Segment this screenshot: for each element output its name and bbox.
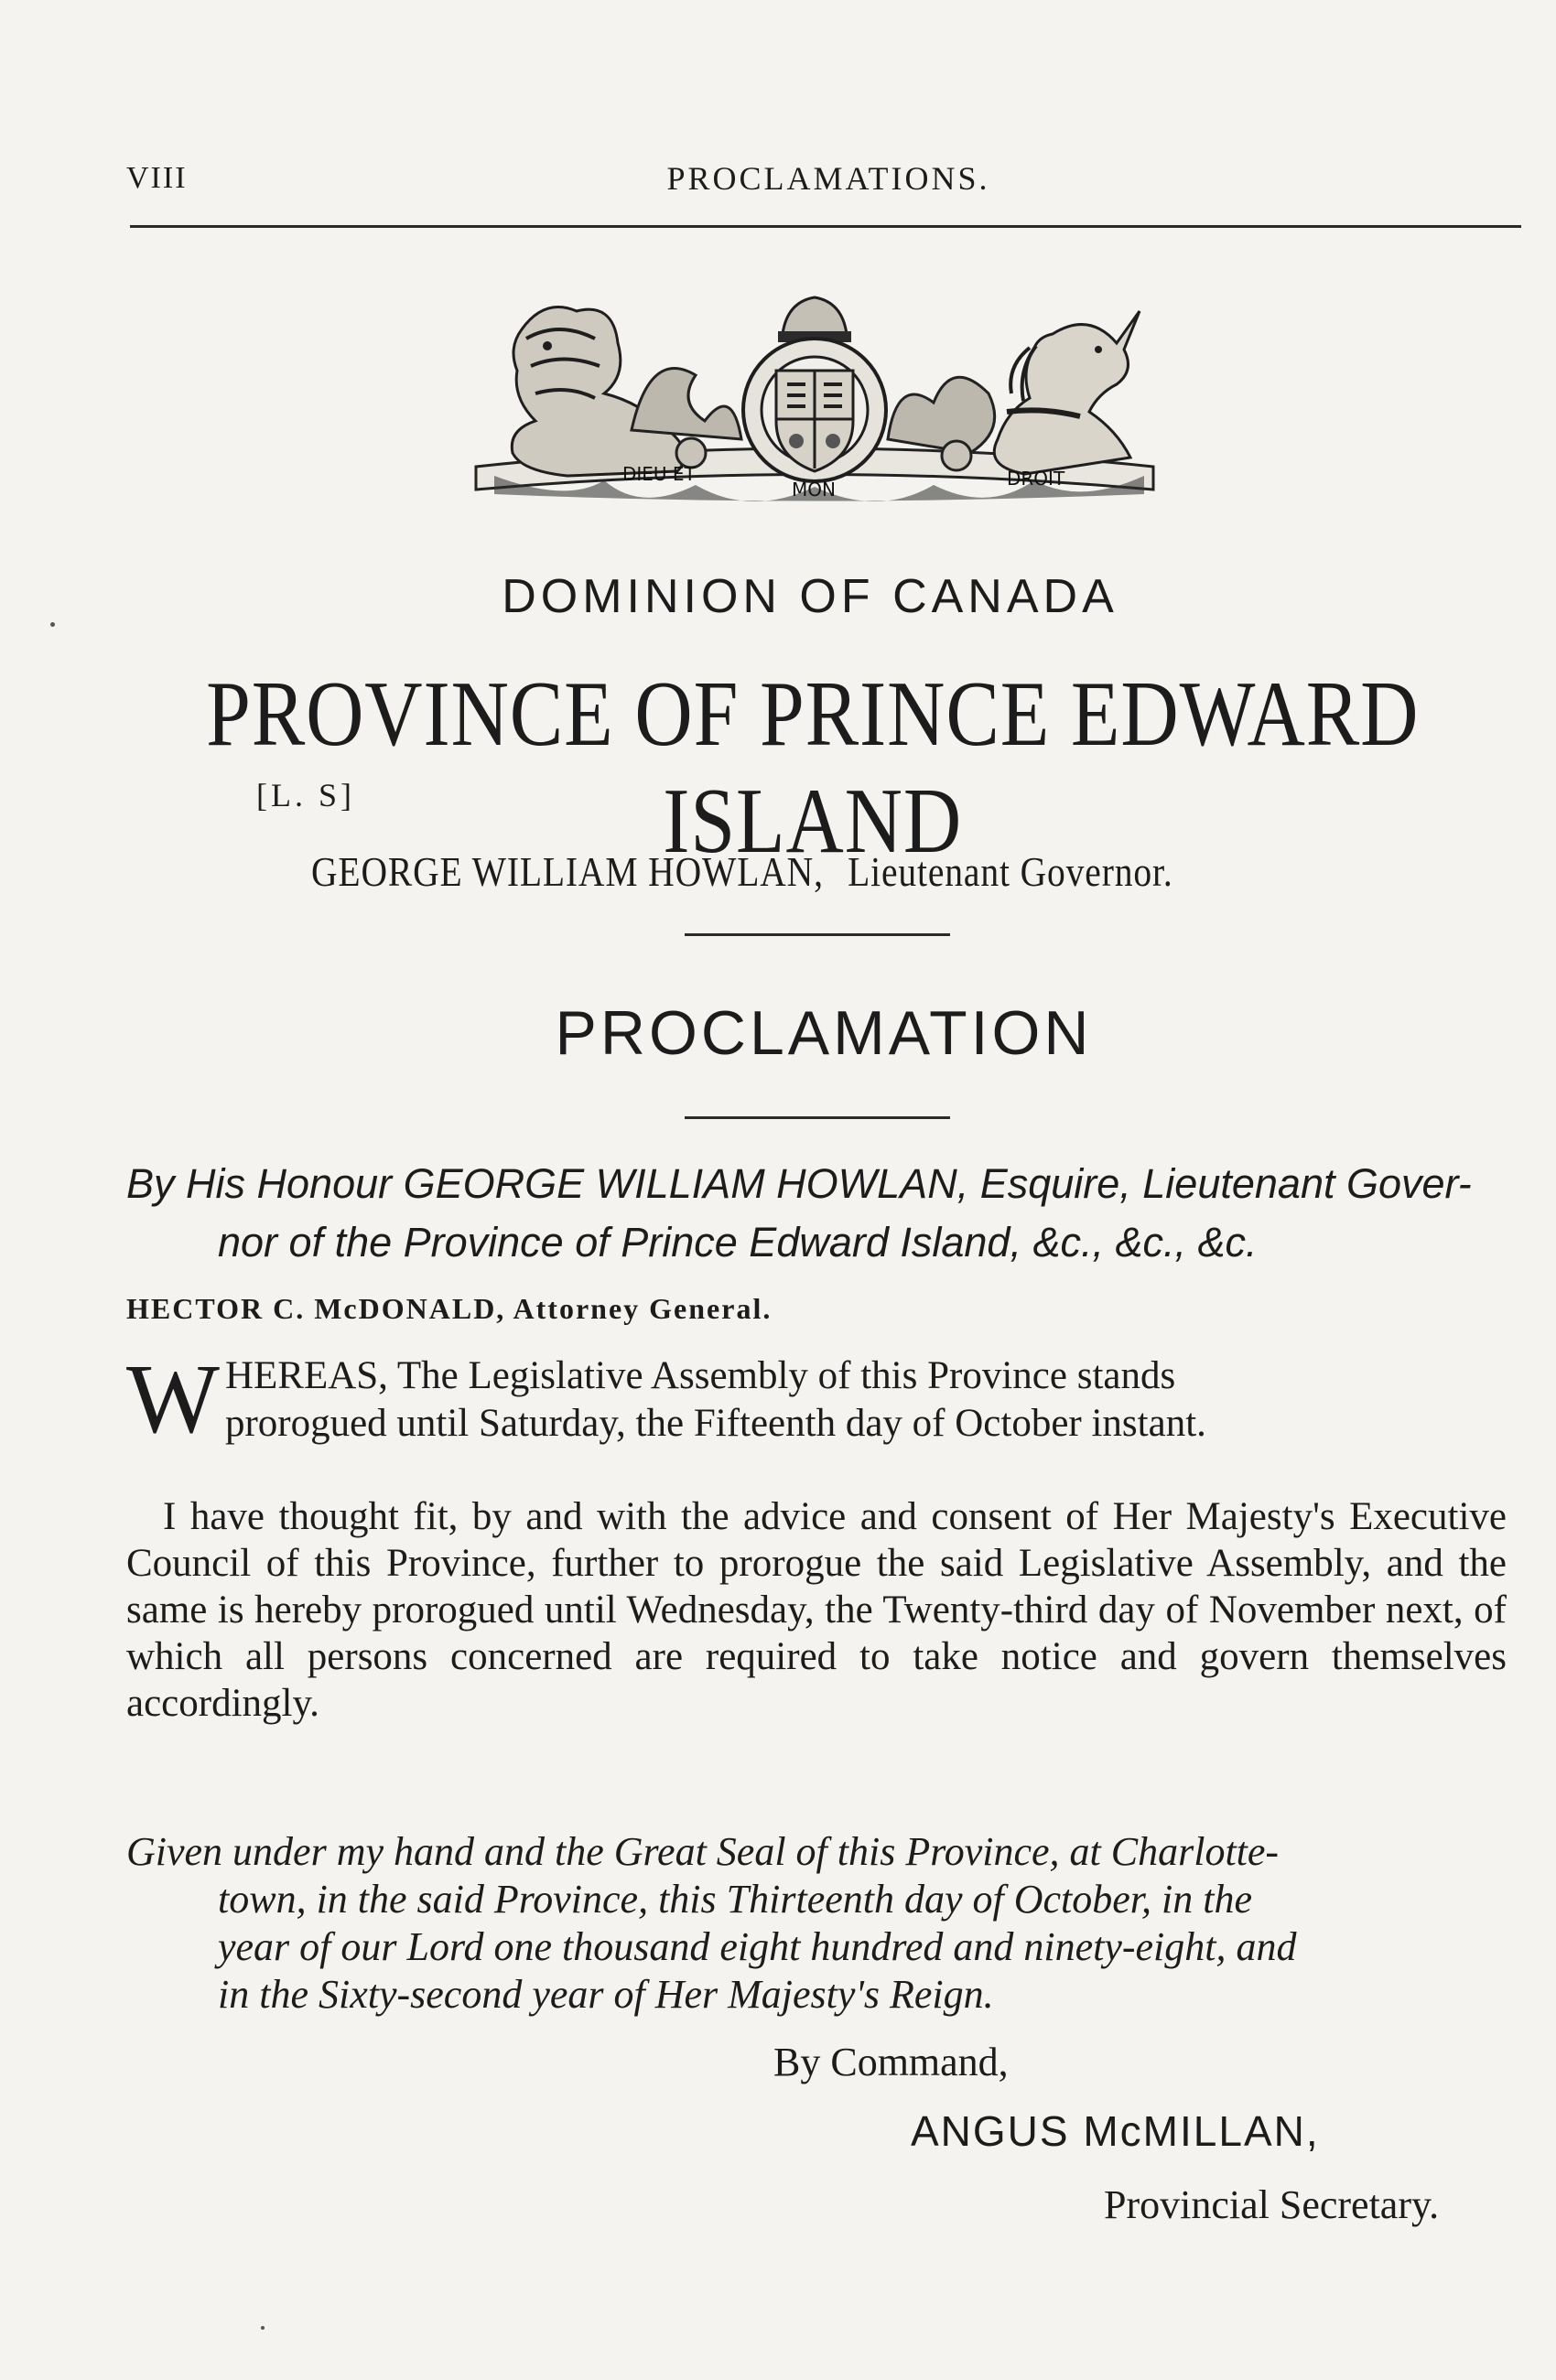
governor-title: Lieutenant Governor.	[848, 848, 1173, 895]
divider-rule	[685, 933, 950, 936]
proclamation-heading: PROCLAMATION	[555, 998, 1093, 1068]
attorney-general-line: HECTOR C. McDONALD, Attorney General.	[126, 1292, 773, 1325]
header-rule	[130, 225, 1521, 228]
governor-line	[311, 847, 1173, 896]
province-heading: PROVINCE OF PRINCE EDWARD ISLAND	[206, 662, 1420, 873]
drop-cap: W	[126, 1345, 220, 1454]
given-paragraph	[126, 1828, 1507, 2019]
by-command: By Command,	[773, 2040, 1009, 2084]
signer-title: Provincial Secretary.	[1104, 2182, 1440, 2227]
running-title: PROCLAMATIONS.	[666, 160, 990, 197]
given-line: Given under my hand and the Great Seal of this Province, at Charlotte-	[126, 1829, 1280, 1874]
seal-mark: [L. S]	[256, 777, 355, 813]
divider-rule	[685, 1116, 950, 1119]
signer-name: ANGUS McMILLAN,	[911, 2107, 1320, 2155]
given-line: in the Sixty-second year of Her Majesty's Reign.	[218, 1972, 994, 2017]
given-line: year of our Lord one thousand eight hundred and ninety-eight, and	[218, 1924, 1297, 1969]
by-honour-line: nor of the Province of Prince Edward Island, &c., &c., &c.	[218, 1219, 1258, 1265]
whereas-line: HEREAS, The Legislative Assembly of this Province stands	[224, 1354, 1176, 1397]
whereas-paragraph	[126, 1345, 1518, 1454]
governor-name: GEORGE WILLIAM HOWLAN,	[311, 848, 824, 895]
whereas-line: prorogued until Saturday, the Fifteenth day of October instant.	[224, 1402, 1206, 1445]
page-number: VIII	[126, 161, 188, 195]
motto-right-text: DROIT	[1007, 468, 1065, 490]
motto-center-text: MON	[792, 479, 836, 501]
dominion-heading: DOMINION OF CANADA	[502, 570, 1118, 623]
given-line: town, in the said Province, this Thirteenth day of October, in the	[218, 1877, 1253, 1922]
by-honour-paragraph	[126, 1155, 1518, 1272]
royal-coat-of-arms-icon	[458, 293, 1172, 531]
paper-speck	[50, 622, 55, 627]
by-honour-line: By His Honour GEORGE WILLIAM HOWLAN, Esquire, Lieutenant Gover-	[126, 1160, 1472, 1207]
paper-speck	[261, 2326, 265, 2330]
motto-left-text: DIEU ET	[622, 463, 696, 485]
body-paragraph: I have thought fit, by and with the advice and consent of Her Majesty's Executive Council of this Province, further to prorogue the said Legislative Assembly, and the same is hereby prorogued until Wednesday, the Twenty-third day of November next, of which all persons concerned are required to take notice and govern themselves accordingly.	[126, 1495, 1507, 1725]
